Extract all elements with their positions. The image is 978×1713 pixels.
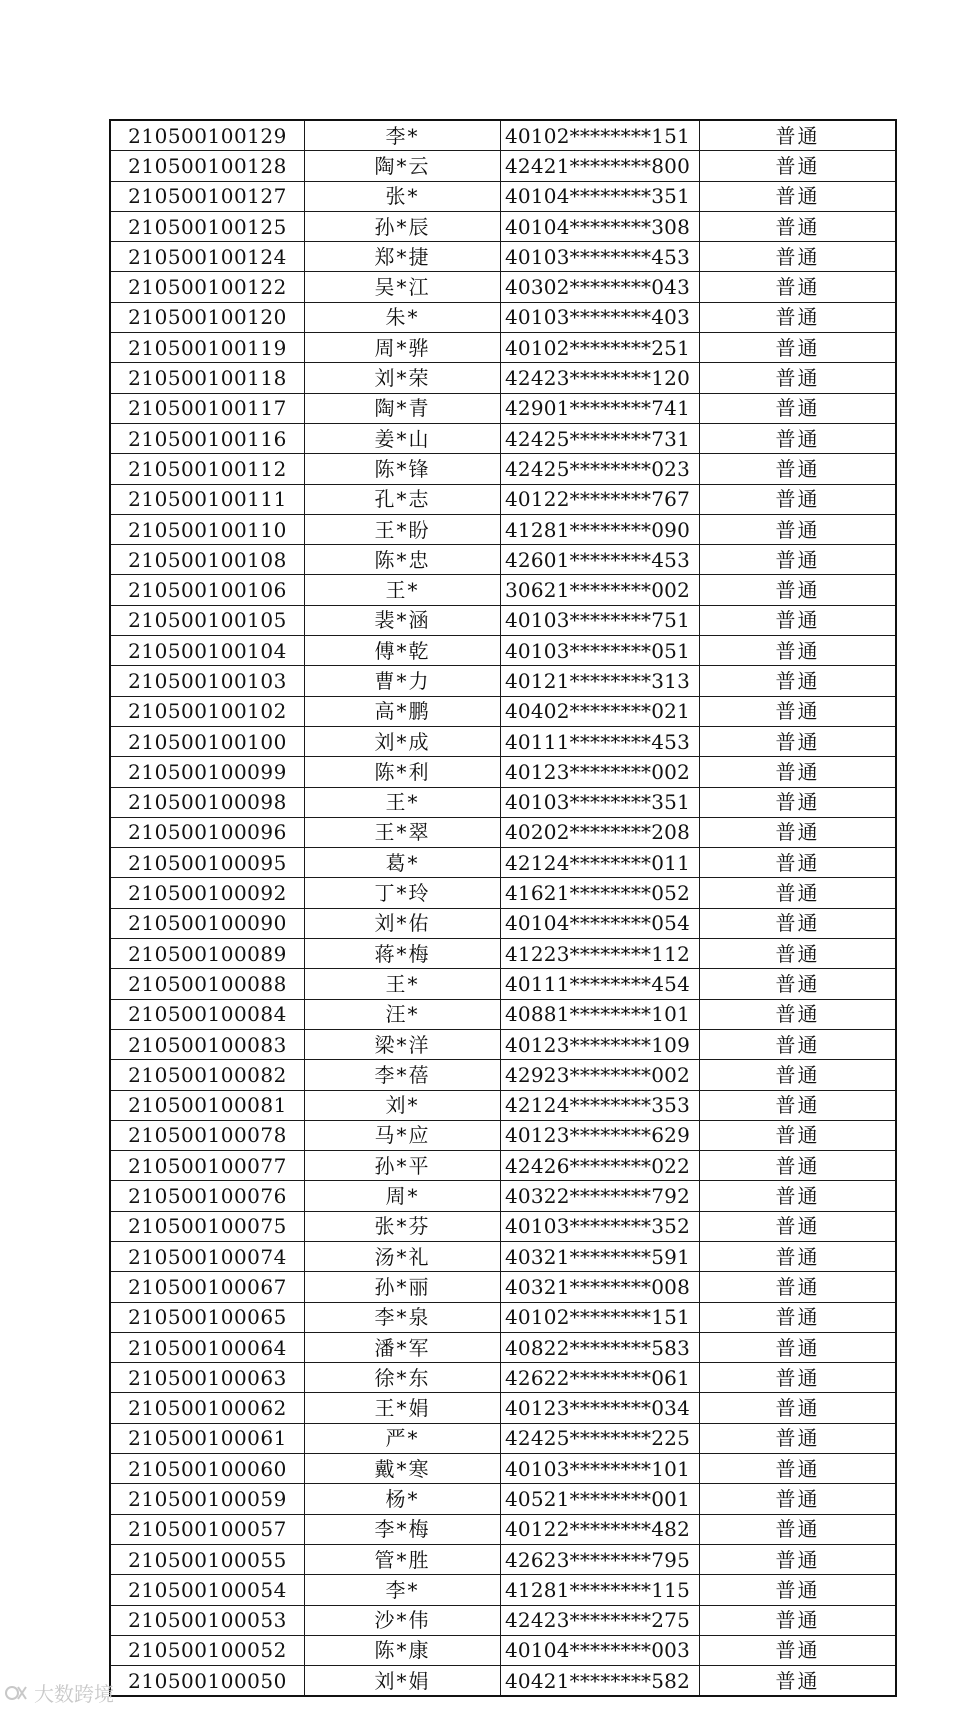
table-row bbox=[110, 1666, 896, 1697]
name-cell: 李*梅 bbox=[305, 1514, 501, 1544]
name-cell: 葛* bbox=[305, 848, 501, 878]
name-cell: 姜*山 bbox=[305, 423, 501, 453]
id-number-cell: 42601********453 bbox=[501, 545, 700, 575]
registration-number-cell: 210500100125 bbox=[110, 211, 305, 241]
category-cell: 普通 bbox=[700, 514, 897, 544]
name-cell: 傅*乾 bbox=[305, 636, 501, 666]
registration-number-cell: 210500100118 bbox=[110, 363, 305, 393]
id-number-cell: 40103********751 bbox=[501, 605, 700, 635]
category-cell: 普通 bbox=[700, 242, 897, 272]
registration-number-cell: 210500100111 bbox=[110, 484, 305, 514]
category-cell: 普通 bbox=[700, 1302, 897, 1332]
registration-number-cell: 210500100055 bbox=[110, 1544, 305, 1574]
registration-number-cell: 210500100077 bbox=[110, 1151, 305, 1181]
category-cell: 普通 bbox=[700, 1605, 897, 1635]
table-row bbox=[110, 636, 896, 666]
category-cell: 普通 bbox=[700, 1272, 897, 1302]
table-row bbox=[110, 1241, 896, 1271]
name-cell: 高*鹏 bbox=[305, 696, 501, 726]
registration-number-cell: 210500100119 bbox=[110, 333, 305, 363]
id-number-cell: 42124********353 bbox=[501, 1090, 700, 1120]
name-cell: 孔*志 bbox=[305, 484, 501, 514]
id-number-cell: 40322********792 bbox=[501, 1181, 700, 1211]
category-cell: 普通 bbox=[700, 1060, 897, 1090]
registration-number-cell: 210500100054 bbox=[110, 1575, 305, 1605]
id-number-cell: 40521********001 bbox=[501, 1484, 700, 1514]
registration-number-cell: 210500100124 bbox=[110, 242, 305, 272]
id-number-cell: 42124********011 bbox=[501, 848, 700, 878]
id-number-cell: 40102********151 bbox=[501, 1302, 700, 1332]
table-row bbox=[110, 1211, 896, 1241]
id-number-cell: 40111********453 bbox=[501, 726, 700, 756]
id-number-cell: 40104********308 bbox=[501, 211, 700, 241]
category-cell: 普通 bbox=[700, 1393, 897, 1423]
registration-number-cell: 210500100063 bbox=[110, 1363, 305, 1393]
table-row bbox=[110, 1605, 896, 1635]
id-number-cell: 40421********582 bbox=[501, 1666, 700, 1697]
table-row bbox=[110, 423, 896, 453]
id-number-cell: 40302********043 bbox=[501, 272, 700, 302]
id-number-cell: 40121********313 bbox=[501, 666, 700, 696]
id-number-cell: 40123********629 bbox=[501, 1120, 700, 1150]
registration-number-cell: 210500100082 bbox=[110, 1060, 305, 1090]
id-number-cell: 30621********002 bbox=[501, 575, 700, 605]
name-cell: 周* bbox=[305, 1181, 501, 1211]
name-cell: 徐*东 bbox=[305, 1363, 501, 1393]
registration-number-cell: 210500100057 bbox=[110, 1514, 305, 1544]
name-cell: 王* bbox=[305, 787, 501, 817]
category-cell: 普通 bbox=[700, 666, 897, 696]
table-row bbox=[110, 999, 896, 1029]
table-row bbox=[110, 757, 896, 787]
category-cell: 普通 bbox=[700, 1029, 897, 1059]
id-number-cell: 40104********351 bbox=[501, 181, 700, 211]
table-row bbox=[110, 1332, 896, 1362]
roster-table bbox=[109, 119, 897, 1697]
id-number-cell: 42423********120 bbox=[501, 363, 700, 393]
table-row bbox=[110, 1120, 896, 1150]
name-cell: 刘*佑 bbox=[305, 908, 501, 938]
name-cell: 李*泉 bbox=[305, 1302, 501, 1332]
id-number-cell: 40881********101 bbox=[501, 999, 700, 1029]
registration-number-cell: 210500100116 bbox=[110, 423, 305, 453]
category-cell: 普通 bbox=[700, 848, 897, 878]
registration-number-cell: 210500100088 bbox=[110, 969, 305, 999]
name-cell: 李* bbox=[305, 120, 501, 151]
category-cell: 普通 bbox=[700, 1332, 897, 1362]
name-cell: 潘*军 bbox=[305, 1332, 501, 1362]
id-number-cell: 40822********583 bbox=[501, 1332, 700, 1362]
name-cell: 刘*成 bbox=[305, 726, 501, 756]
category-cell: 普通 bbox=[700, 393, 897, 423]
registration-number-cell: 210500100102 bbox=[110, 696, 305, 726]
category-cell: 普通 bbox=[700, 545, 897, 575]
table-row bbox=[110, 120, 896, 151]
registration-number-cell: 210500100064 bbox=[110, 1332, 305, 1362]
brand-logo-icon bbox=[4, 1683, 30, 1703]
category-cell: 普通 bbox=[700, 302, 897, 332]
registration-number-cell: 210500100106 bbox=[110, 575, 305, 605]
registration-number-cell: 210500100075 bbox=[110, 1211, 305, 1241]
name-cell: 管*胜 bbox=[305, 1544, 501, 1574]
id-number-cell: 40103********101 bbox=[501, 1454, 700, 1484]
name-cell: 王*娟 bbox=[305, 1393, 501, 1423]
table-row bbox=[110, 1302, 896, 1332]
category-cell: 普通 bbox=[700, 363, 897, 393]
category-cell: 普通 bbox=[700, 575, 897, 605]
table-row bbox=[110, 1544, 896, 1574]
id-number-cell: 40321********008 bbox=[501, 1272, 700, 1302]
registration-number-cell: 210500100083 bbox=[110, 1029, 305, 1059]
category-cell: 普通 bbox=[700, 908, 897, 938]
category-cell: 普通 bbox=[700, 999, 897, 1029]
table-row bbox=[110, 605, 896, 635]
table-row bbox=[110, 545, 896, 575]
name-cell: 裴*涵 bbox=[305, 605, 501, 635]
category-cell: 普通 bbox=[700, 605, 897, 635]
name-cell: 陶*青 bbox=[305, 393, 501, 423]
registration-number-cell: 210500100129 bbox=[110, 120, 305, 151]
id-number-cell: 41281********090 bbox=[501, 514, 700, 544]
id-number-cell: 40122********767 bbox=[501, 484, 700, 514]
table-row bbox=[110, 151, 896, 181]
name-cell: 刘*娟 bbox=[305, 1666, 501, 1697]
category-cell: 普通 bbox=[700, 1090, 897, 1120]
category-cell: 普通 bbox=[700, 1454, 897, 1484]
category-cell: 普通 bbox=[700, 1120, 897, 1150]
table-row bbox=[110, 1181, 896, 1211]
category-cell: 普通 bbox=[700, 636, 897, 666]
table-row bbox=[110, 1393, 896, 1423]
table-row bbox=[110, 272, 896, 302]
table-row bbox=[110, 181, 896, 211]
registration-number-cell: 210500100122 bbox=[110, 272, 305, 302]
name-cell: 陈*利 bbox=[305, 757, 501, 787]
id-number-cell: 42425********731 bbox=[501, 423, 700, 453]
category-cell: 普通 bbox=[700, 1241, 897, 1271]
registration-number-cell: 210500100128 bbox=[110, 151, 305, 181]
registration-number-cell: 210500100053 bbox=[110, 1605, 305, 1635]
id-number-cell: 40103********453 bbox=[501, 242, 700, 272]
table-row bbox=[110, 1090, 896, 1120]
name-cell: 陈*康 bbox=[305, 1635, 501, 1665]
table-row bbox=[110, 1029, 896, 1059]
registration-number-cell: 210500100096 bbox=[110, 817, 305, 847]
name-cell: 马*应 bbox=[305, 1120, 501, 1150]
name-cell: 张* bbox=[305, 181, 501, 211]
registration-number-cell: 210500100092 bbox=[110, 878, 305, 908]
id-number-cell: 42426********022 bbox=[501, 1151, 700, 1181]
registration-number-cell: 210500100074 bbox=[110, 1241, 305, 1271]
id-number-cell: 41281********115 bbox=[501, 1575, 700, 1605]
name-cell: 周*骅 bbox=[305, 333, 501, 363]
registration-number-cell: 210500100127 bbox=[110, 181, 305, 211]
id-number-cell: 42923********002 bbox=[501, 1060, 700, 1090]
category-cell: 普通 bbox=[700, 333, 897, 363]
category-cell: 普通 bbox=[700, 1544, 897, 1574]
table-row bbox=[110, 1151, 896, 1181]
table-row bbox=[110, 1454, 896, 1484]
name-cell: 郑*捷 bbox=[305, 242, 501, 272]
id-number-cell: 42901********741 bbox=[501, 393, 700, 423]
id-number-cell: 42623********795 bbox=[501, 1544, 700, 1574]
id-number-cell: 40122********482 bbox=[501, 1514, 700, 1544]
table-row bbox=[110, 1060, 896, 1090]
registration-number-cell: 210500100050 bbox=[110, 1666, 305, 1697]
registration-number-cell: 210500100095 bbox=[110, 848, 305, 878]
name-cell: 朱* bbox=[305, 302, 501, 332]
table-row bbox=[110, 848, 896, 878]
category-cell: 普通 bbox=[700, 939, 897, 969]
name-cell: 刘*荣 bbox=[305, 363, 501, 393]
name-cell: 戴*寒 bbox=[305, 1454, 501, 1484]
table-row bbox=[110, 575, 896, 605]
registration-number-cell: 210500100065 bbox=[110, 1302, 305, 1332]
name-cell: 孙*辰 bbox=[305, 211, 501, 241]
id-number-cell: 40103********051 bbox=[501, 636, 700, 666]
category-cell: 普通 bbox=[700, 969, 897, 999]
category-cell: 普通 bbox=[700, 484, 897, 514]
name-cell: 梁*洋 bbox=[305, 1029, 501, 1059]
category-cell: 普通 bbox=[700, 1666, 897, 1697]
table-row bbox=[110, 908, 896, 938]
id-number-cell: 41621********052 bbox=[501, 878, 700, 908]
name-cell: 曹*力 bbox=[305, 666, 501, 696]
category-cell: 普通 bbox=[700, 272, 897, 302]
registration-number-cell: 210500100076 bbox=[110, 1181, 305, 1211]
table-row bbox=[110, 242, 896, 272]
table-row bbox=[110, 666, 896, 696]
category-cell: 普通 bbox=[700, 151, 897, 181]
table-row bbox=[110, 454, 896, 484]
id-number-cell: 42423********275 bbox=[501, 1605, 700, 1635]
id-number-cell: 40102********151 bbox=[501, 120, 700, 151]
registration-number-cell: 210500100103 bbox=[110, 666, 305, 696]
category-cell: 普通 bbox=[700, 817, 897, 847]
category-cell: 普通 bbox=[700, 211, 897, 241]
registration-number-cell: 210500100060 bbox=[110, 1454, 305, 1484]
id-number-cell: 40111********454 bbox=[501, 969, 700, 999]
table-row bbox=[110, 1575, 896, 1605]
name-cell: 孙*平 bbox=[305, 1151, 501, 1181]
registration-number-cell: 210500100078 bbox=[110, 1120, 305, 1150]
watermark bbox=[4, 1678, 114, 1707]
registration-number-cell: 210500100098 bbox=[110, 787, 305, 817]
id-number-cell: 42622********061 bbox=[501, 1363, 700, 1393]
registration-number-cell: 210500100110 bbox=[110, 514, 305, 544]
category-cell: 普通 bbox=[700, 726, 897, 756]
id-number-cell: 42425********225 bbox=[501, 1423, 700, 1453]
registration-number-cell: 210500100120 bbox=[110, 302, 305, 332]
registration-number-cell: 210500100108 bbox=[110, 545, 305, 575]
registration-number-cell: 210500100089 bbox=[110, 939, 305, 969]
table-row bbox=[110, 1423, 896, 1453]
name-cell: 张*芬 bbox=[305, 1211, 501, 1241]
registration-number-cell: 210500100099 bbox=[110, 757, 305, 787]
category-cell: 普通 bbox=[700, 1211, 897, 1241]
table-row bbox=[110, 1514, 896, 1544]
id-number-cell: 40202********208 bbox=[501, 817, 700, 847]
name-cell: 李*蓓 bbox=[305, 1060, 501, 1090]
category-cell: 普通 bbox=[700, 1484, 897, 1514]
name-cell: 汪* bbox=[305, 999, 501, 1029]
registration-number-cell: 210500100084 bbox=[110, 999, 305, 1029]
id-number-cell: 40123********109 bbox=[501, 1029, 700, 1059]
id-number-cell: 40104********003 bbox=[501, 1635, 700, 1665]
table-row bbox=[110, 1272, 896, 1302]
category-cell: 普通 bbox=[700, 757, 897, 787]
category-cell: 普通 bbox=[700, 1635, 897, 1665]
category-cell: 普通 bbox=[700, 423, 897, 453]
id-number-cell: 40103********403 bbox=[501, 302, 700, 332]
name-cell: 陈*忠 bbox=[305, 545, 501, 575]
category-cell: 普通 bbox=[700, 454, 897, 484]
table-row bbox=[110, 302, 896, 332]
name-cell: 王* bbox=[305, 575, 501, 605]
name-cell: 严* bbox=[305, 1423, 501, 1453]
name-cell: 王* bbox=[305, 969, 501, 999]
id-number-cell: 41223********112 bbox=[501, 939, 700, 969]
name-cell: 李* bbox=[305, 1575, 501, 1605]
watermark-text: 大数跨境 bbox=[34, 1682, 114, 1706]
registration-number-cell: 210500100061 bbox=[110, 1423, 305, 1453]
id-number-cell: 42425********023 bbox=[501, 454, 700, 484]
table-row bbox=[110, 1363, 896, 1393]
name-cell: 刘* bbox=[305, 1090, 501, 1120]
table-row bbox=[110, 514, 896, 544]
name-cell: 沙*伟 bbox=[305, 1605, 501, 1635]
name-cell: 丁*玲 bbox=[305, 878, 501, 908]
id-number-cell: 40123********002 bbox=[501, 757, 700, 787]
id-number-cell: 40321********591 bbox=[501, 1241, 700, 1271]
registration-number-cell: 210500100067 bbox=[110, 1272, 305, 1302]
registration-number-cell: 210500100112 bbox=[110, 454, 305, 484]
registration-number-cell: 210500100104 bbox=[110, 636, 305, 666]
registration-number-cell: 210500100100 bbox=[110, 726, 305, 756]
registration-number-cell: 210500100090 bbox=[110, 908, 305, 938]
table-row bbox=[110, 726, 896, 756]
id-number-cell: 40123********034 bbox=[501, 1393, 700, 1423]
table-row bbox=[110, 969, 896, 999]
category-cell: 普通 bbox=[700, 1423, 897, 1453]
registration-number-cell: 210500100059 bbox=[110, 1484, 305, 1514]
category-cell: 普通 bbox=[700, 181, 897, 211]
registration-number-cell: 210500100117 bbox=[110, 393, 305, 423]
table-row bbox=[110, 696, 896, 726]
table-row bbox=[110, 363, 896, 393]
table-row bbox=[110, 817, 896, 847]
table-row bbox=[110, 787, 896, 817]
id-number-cell: 40104********054 bbox=[501, 908, 700, 938]
name-cell: 陶*云 bbox=[305, 151, 501, 181]
name-cell: 王*盼 bbox=[305, 514, 501, 544]
table-row bbox=[110, 484, 896, 514]
category-cell: 普通 bbox=[700, 878, 897, 908]
table-row bbox=[110, 1635, 896, 1665]
name-cell: 陈*锋 bbox=[305, 454, 501, 484]
id-number-cell: 40103********352 bbox=[501, 1211, 700, 1241]
name-cell: 孙*丽 bbox=[305, 1272, 501, 1302]
name-cell: 杨* bbox=[305, 1484, 501, 1514]
category-cell: 普通 bbox=[700, 1181, 897, 1211]
table-row bbox=[110, 1484, 896, 1514]
table-row bbox=[110, 939, 896, 969]
category-cell: 普通 bbox=[700, 1575, 897, 1605]
table-row bbox=[110, 333, 896, 363]
table-row bbox=[110, 393, 896, 423]
table-row bbox=[110, 878, 896, 908]
id-number-cell: 40102********251 bbox=[501, 333, 700, 363]
category-cell: 普通 bbox=[700, 696, 897, 726]
registration-number-cell: 210500100052 bbox=[110, 1635, 305, 1665]
name-cell: 吴*江 bbox=[305, 272, 501, 302]
category-cell: 普通 bbox=[700, 1151, 897, 1181]
name-cell: 王*翠 bbox=[305, 817, 501, 847]
table-row bbox=[110, 211, 896, 241]
category-cell: 普通 bbox=[700, 1363, 897, 1393]
name-cell: 蒋*梅 bbox=[305, 939, 501, 969]
id-number-cell: 40402********021 bbox=[501, 696, 700, 726]
registration-number-cell: 210500100062 bbox=[110, 1393, 305, 1423]
registration-number-cell: 210500100105 bbox=[110, 605, 305, 635]
category-cell: 普通 bbox=[700, 787, 897, 817]
name-cell: 汤*礼 bbox=[305, 1241, 501, 1271]
roster-body bbox=[110, 120, 896, 1696]
registration-number-cell: 210500100081 bbox=[110, 1090, 305, 1120]
category-cell: 普通 bbox=[700, 120, 897, 151]
id-number-cell: 42421********800 bbox=[501, 151, 700, 181]
id-number-cell: 40103********351 bbox=[501, 787, 700, 817]
category-cell: 普通 bbox=[700, 1514, 897, 1544]
